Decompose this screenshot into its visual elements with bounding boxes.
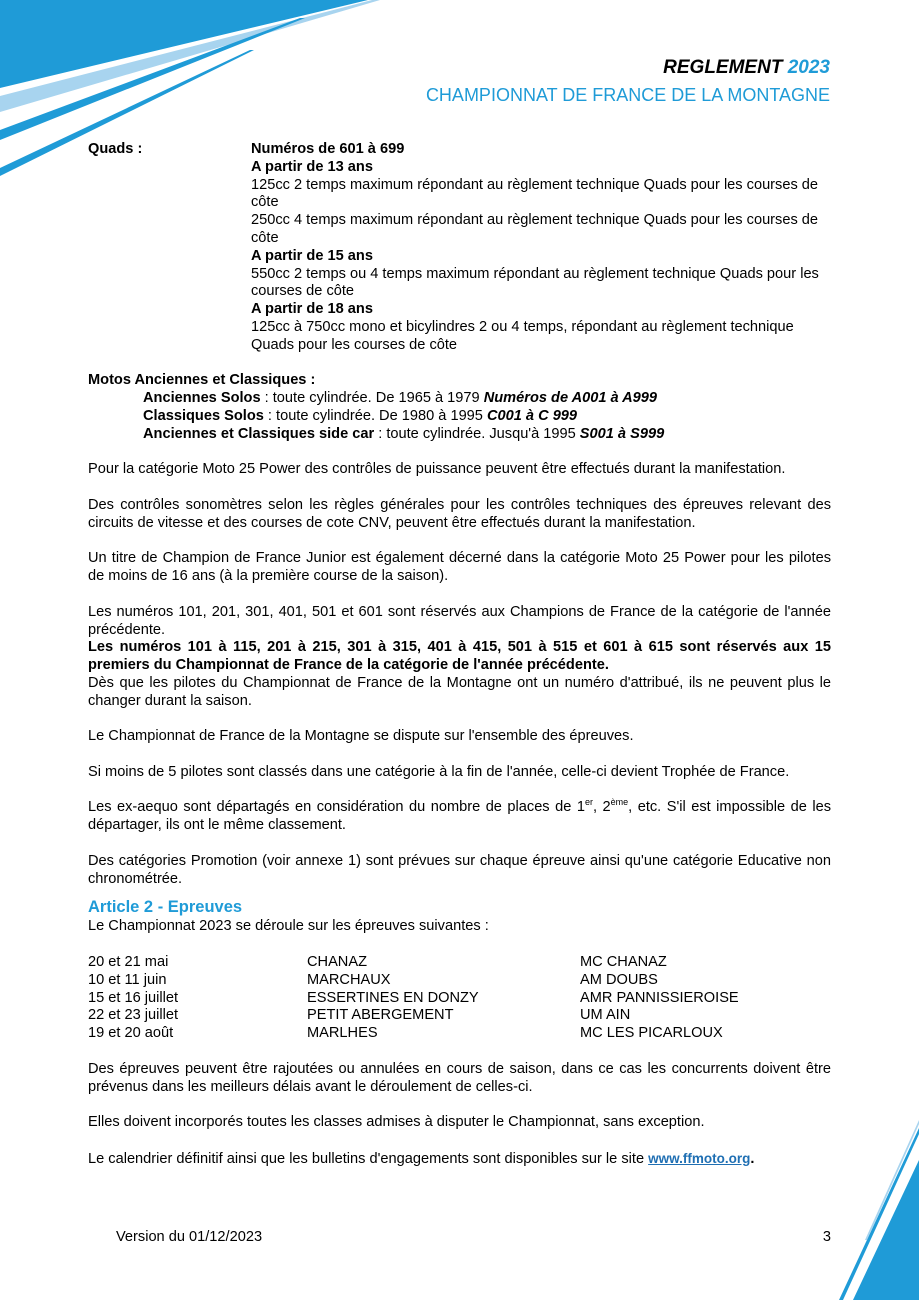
event-date: 19 et 20 août [88, 1025, 174, 1042]
paragraph: Si moins de 5 pilotes sont classés dans une catégorie à la fin de l'année, celle-ci devient Trophée de France. [88, 763, 790, 780]
motos-item-desc: : toute cylindrée. De 1980 à 1995 [263, 407, 487, 424]
motos-item [88, 390, 831, 408]
event-club: UM AIN [580, 1007, 631, 1024]
paragraph [88, 1150, 831, 1169]
article-2-title: Article 2 - Epreuves [88, 898, 243, 917]
motos-item-numbers: S001 à S999 [579, 425, 665, 442]
motos-item [88, 426, 831, 444]
paragraph: Des contrôles sonomètres selon les règles générales pour les contrôles techniques des épreuves relevant des circuits de vitesse et des courses de cote CNV, peuvent être effectués durant la manifestation. [88, 496, 831, 531]
event-place: MARLHES [307, 1025, 378, 1042]
table-row [88, 990, 831, 1008]
ffmoto-link[interactable]: www.ffmoto.org [648, 1150, 751, 1166]
paragraph: Dès que les pilotes du Championnat de France de la Montagne ont un numéro d'attribué, ils ne peuvent plus le changer durant la saison. [88, 674, 831, 709]
quads-line: A partir de 15 ans [251, 247, 373, 264]
motos-item-numbers: Numéros de A001 à A999 [483, 390, 658, 407]
paragraph: Pour la catégorie Moto 25 Power des contrôles de puissance peuvent être effectués durant la manifestation. [88, 461, 786, 478]
document-subtitle: CHAMPIONNAT DE FRANCE DE LA MONTAGNE [425, 85, 830, 105]
quads-rules [251, 141, 831, 355]
quads-line: Numéros de 601 à 699 [251, 141, 405, 157]
paragraph: Les numéros 101, 201, 301, 401, 501 et 601 sont réservés aux Champions de France de la catégorie de l'année précédente. [88, 603, 831, 638]
paragraph-text: Le calendrier définitif ainsi que les bulletins d'engagements sont disponibles sur le site [88, 1150, 649, 1167]
paragraph: Des épreuves peuvent être rajoutées ou annulées en cours de saison, dans ce cas les concurrents doivent être prévenus dans les meilleurs délais avant le déroulement de celles-ci. [88, 1060, 831, 1095]
paragraph: Des catégories Promotion (voir annexe 1) sont prévues sur chaque épreuve ainsi qu'une catégorie Educative non chronométrée. [88, 852, 831, 887]
article-2-intro: Le Championnat 2023 se déroule sur les épreuves suivantes : [88, 918, 489, 935]
quads-line: A partir de 13 ans [251, 158, 373, 175]
motos-item-numbers: C001 à C 999 [486, 407, 578, 424]
paragraph [88, 799, 831, 835]
paragraph: Un titre de Champion de France Junior est également décerné dans la catégorie Moto 25 Power pour les pilotes de moins de 16 ans (à la première course de la saison). [88, 550, 831, 585]
superscript: er [584, 797, 593, 808]
quads-line: 550cc 2 temps ou 4 temps maximum répondant au règlement technique Quads pour les courses de côte [251, 265, 819, 300]
paragraph-text: , 2 [592, 799, 611, 816]
title-word: REGLEMENT [663, 57, 783, 78]
event-club: MC LES PICARLOUX [580, 1025, 723, 1042]
footer-swoosh-decoration [839, 1120, 919, 1300]
superscript: ème [610, 797, 629, 808]
footer-version: Version du 01/12/2023 [116, 1229, 263, 1245]
paragraph-bold: Les numéros 101 à 115, 201 à 215, 301 à 315, 401 à 415, 501 à 515 et 601 à 615 sont réservés aux 15 premiers du Championnat de France de la catégorie de l'année précédente. [88, 639, 831, 674]
quads-label: Quads : [88, 141, 143, 157]
quads-line: 125cc à 750cc mono et bicylindres 2 ou 4 temps, répondant au règlement technique Quads pour les courses de côte [251, 318, 794, 353]
event-place: PETIT ABERGEMENT [307, 1007, 454, 1024]
event-date: 22 et 23 juillet [88, 1007, 179, 1024]
quads-line: 125cc 2 temps maximum répondant au règlement technique Quads pour les courses de côte [251, 176, 819, 211]
event-date: 20 et 21 mai [88, 954, 169, 971]
event-place: MARCHAUX [307, 971, 391, 988]
event-club: MC CHANAZ [580, 954, 667, 971]
table-row [88, 954, 831, 972]
motos-item [88, 408, 831, 426]
event-club: AMR PANNISSIEROISE [580, 989, 739, 1006]
document-body [88, 141, 831, 1169]
motos-item-name: Classiques Solos [143, 407, 264, 424]
paragraph-text: , etc. S'il est impossible de les départager, ils ont le même classement. [88, 799, 831, 834]
motos-item-desc: : toute cylindrée. Jusqu'à 1995 [374, 425, 580, 442]
table-row [88, 1007, 831, 1025]
motos-item-name: Anciennes et Classiques side car [143, 425, 375, 442]
quads-line: A partir de 18 ans [251, 301, 373, 318]
paragraph: Elles doivent incorporés toutes les classes admises à disputer le Championnat, sans exception. [88, 1114, 705, 1131]
paragraph-text: . [750, 1150, 755, 1167]
title-year: 2023 [787, 57, 830, 78]
quads-line: 250cc 4 temps maximum répondant au règlement technique Quads pour les courses de côte [251, 212, 819, 246]
motos-title: Motos Anciennes et Classiques : [88, 372, 316, 389]
table-row [88, 1025, 831, 1043]
quads-section [88, 141, 831, 355]
motos-item-desc: : toute cylindrée. De 1965 à 1979 [260, 390, 484, 407]
motos-item-name: Anciennes Solos [143, 390, 261, 407]
page-number: 3 [822, 1229, 831, 1245]
events-table [88, 954, 831, 1043]
event-club: AM DOUBS [580, 971, 658, 988]
event-place: ESSERTINES EN DONZY [307, 989, 479, 1006]
event-date: 10 et 11 juin [88, 971, 167, 988]
paragraph: Le Championnat de France de la Montagne se dispute sur l'ensemble des épreuves. [88, 728, 634, 745]
event-date: 15 et 16 juillet [88, 989, 179, 1006]
event-place: CHANAZ [307, 954, 367, 971]
document-title [663, 57, 830, 79]
paragraph-text: Les ex-aequo sont départagés en considération du nombre de places de 1 [88, 799, 585, 816]
table-row [88, 972, 831, 990]
